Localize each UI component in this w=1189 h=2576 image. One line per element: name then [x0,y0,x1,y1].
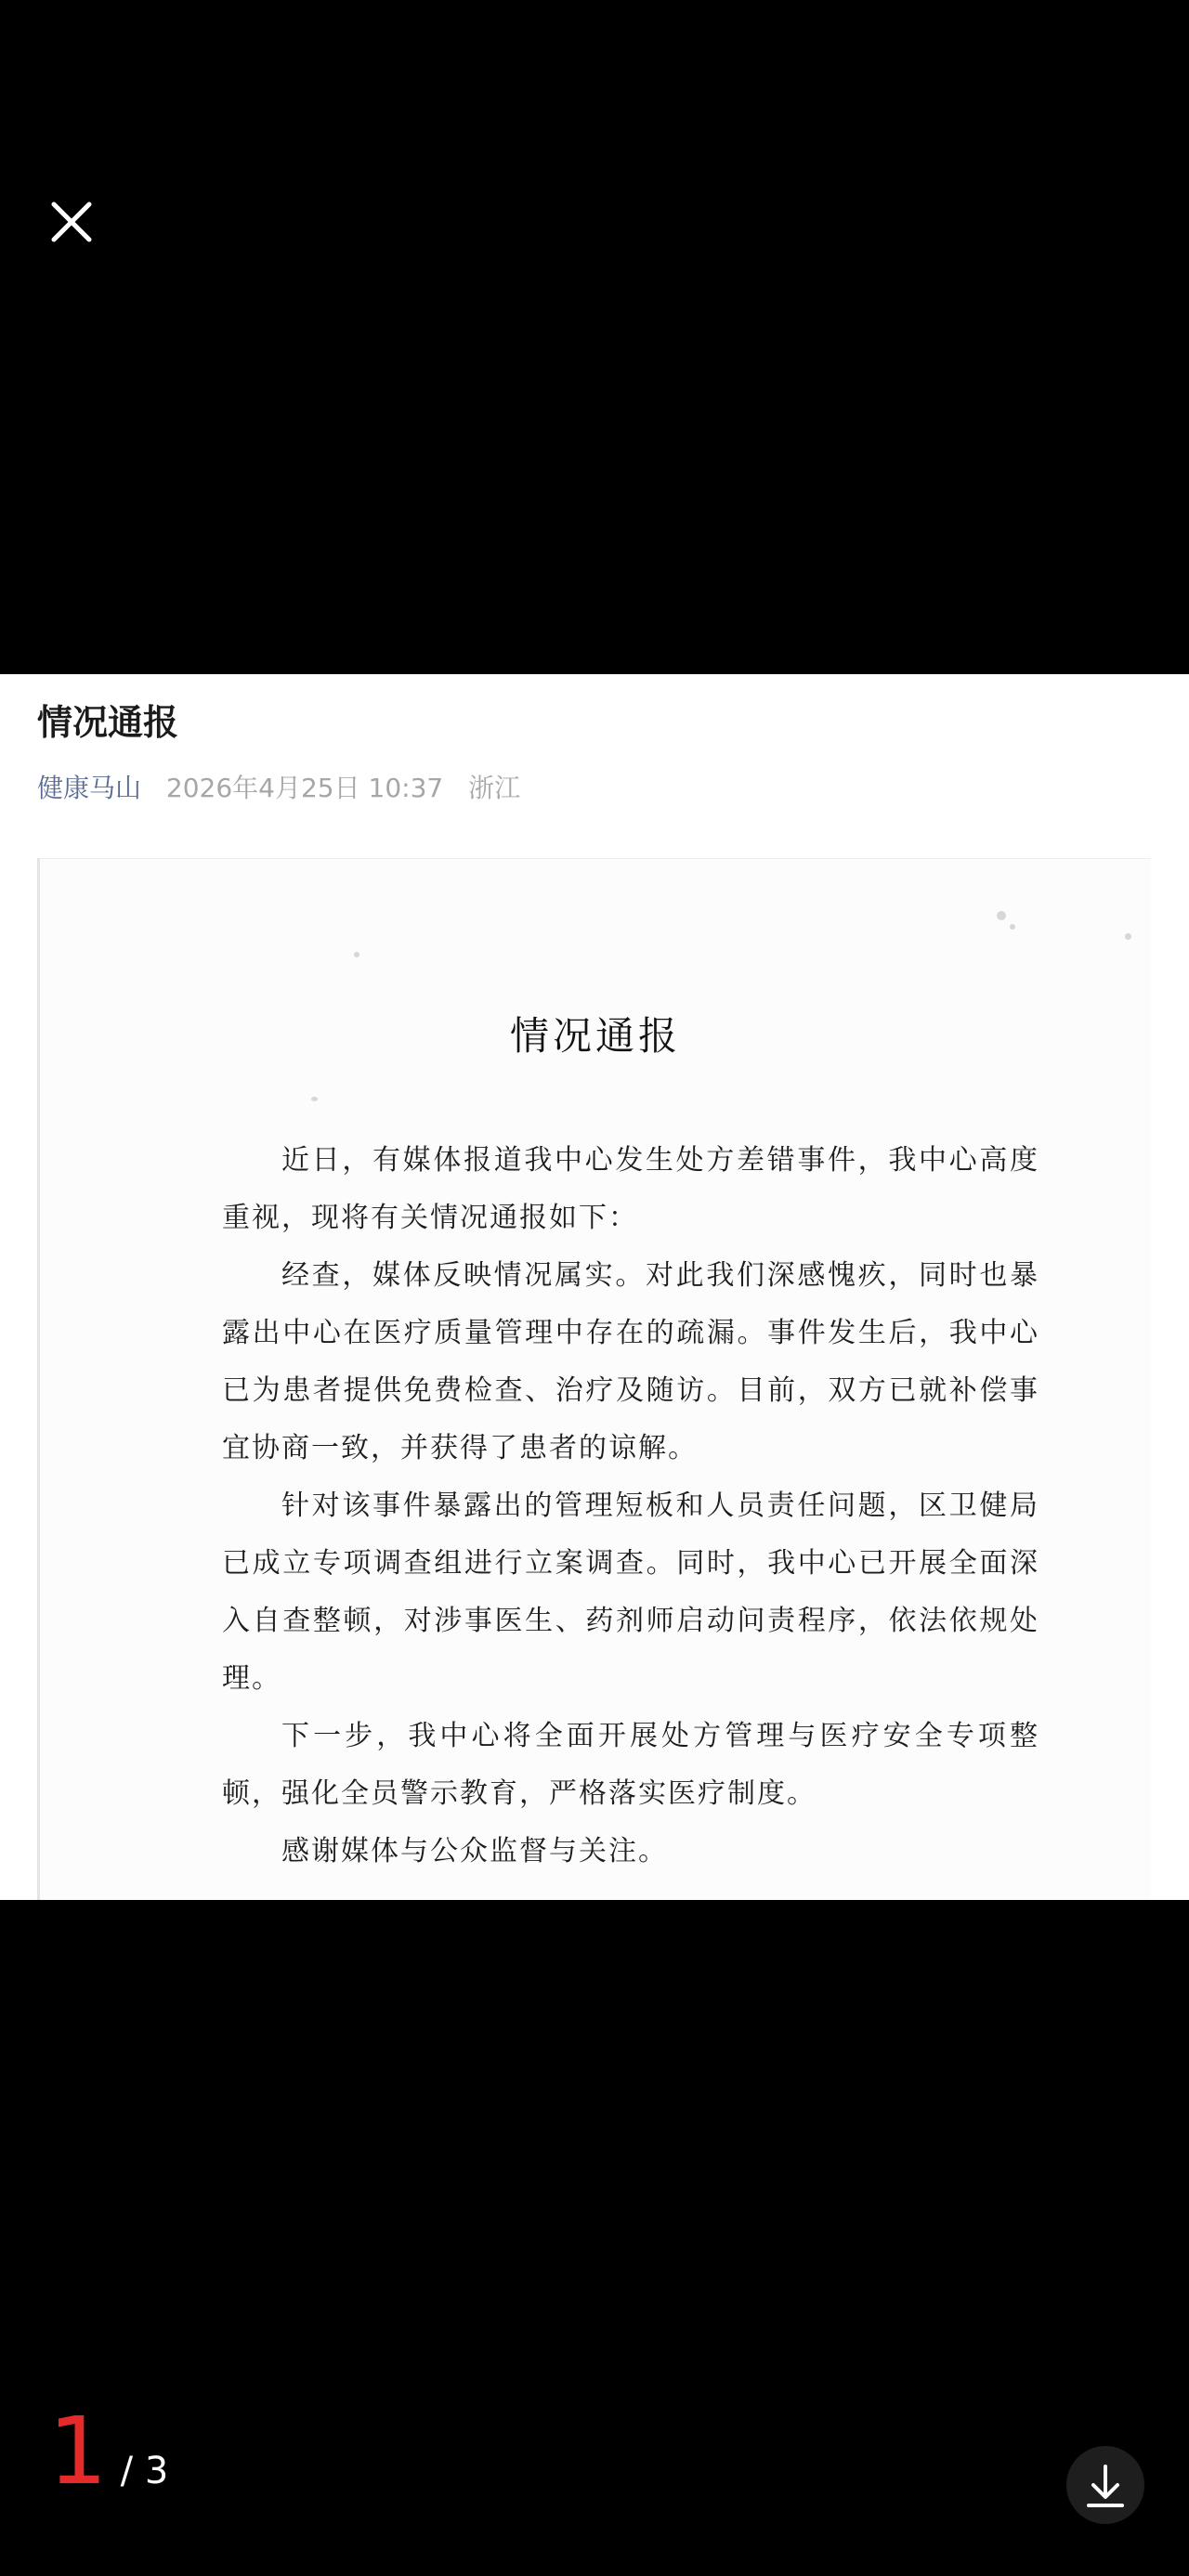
document-paragraph: 经查，媒体反映情况属实。对此我们深感愧疚，同时也暴露出中心在医疗质量管理中存在的疏漏。事件发生后，我中心已为患者提供免费检查、治疗及随访。目前，双方已就补偿事宜协商一致，并获得了患者的谅解。 [222,1259,1039,1464]
document-paragraph: 下一步，我中心将全面开展处方管理与医疗安全专项整顿，强化全员警示教育，严格落实医疗制度。 [222,1720,1039,1810]
document-paragraph: 近日，有媒体报道我中心发生处方差错事件，我中心高度重视，现将有关情况通报如下： [222,1144,1039,1234]
article-region: 浙江 [468,773,521,803]
document-body [222,1132,1039,1880]
page-total: / 3 [120,2450,169,2492]
scan-speck [1010,924,1015,930]
page-indicator [48,2397,169,2505]
document-title: 情况通报 [509,1013,681,1059]
scan-speck [997,911,1006,920]
article-title: 情况通报 [37,702,179,743]
article-datetime: 2026年4月25日 10:37 [165,773,444,803]
scan-speck [354,952,359,957]
scan-speck [1125,933,1131,940]
image-preview[interactable] [0,674,1189,1900]
document-paragraph: 针对该事件暴露出的管理短板和人员责任问题，区卫健局已成立专项调查组进行立案调查。同时，我中心已开展全面深入自查整顿，对涉事医生、药剂师启动问责程序，依法依规处理。 [222,1490,1039,1695]
download-icon [1066,2446,1144,2524]
close-icon [37,188,106,256]
close-button[interactable] [37,188,106,256]
download-button[interactable] [1066,2446,1144,2524]
scan-speck [311,1097,318,1101]
article-source: 健康马山 [37,773,142,803]
article-meta [37,773,520,804]
scanned-document [37,858,1151,1900]
document-paragraph: 感谢媒体与公众监督与关注。 [281,1835,668,1867]
page-current: 1 [48,2397,108,2505]
